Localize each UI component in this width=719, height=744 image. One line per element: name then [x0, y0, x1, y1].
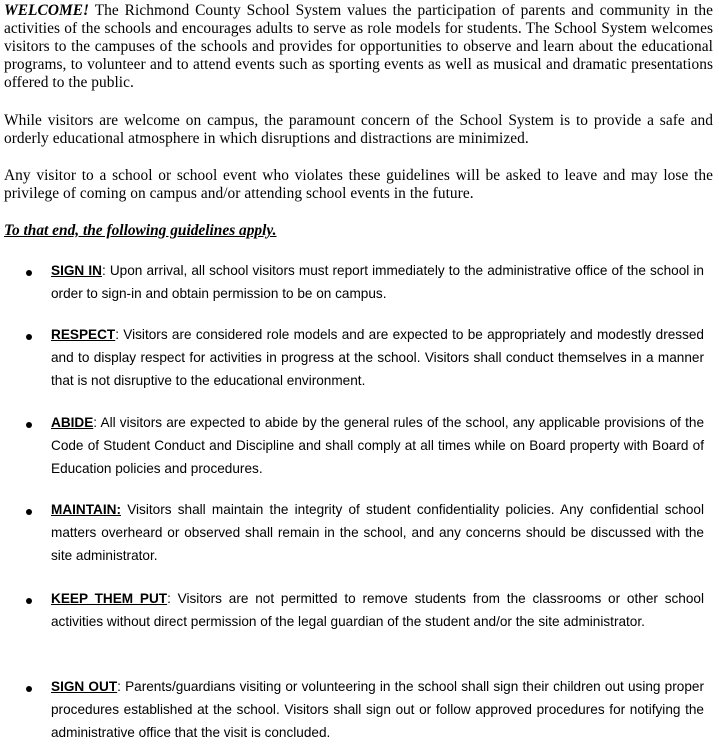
guideline-body: Visitors are not permitted to remove students from the classrooms or other school activities without direct permission of the legal guardian of the student and/or the site administrator. [51, 591, 704, 629]
guideline-body: All visitors are expected to abide by the general rules of the school, any applicable provisions of the Code of Student Conduct and Discipline and shall comply at all times while on Board property with Board of Education policies and procedures. [51, 415, 705, 476]
guideline-text [51, 675, 704, 744]
guideline-separator: : [117, 679, 126, 694]
guideline-text [51, 323, 704, 392]
guideline-separator: : [115, 327, 124, 342]
bullet-icon [26, 598, 32, 604]
guideline-body: Parents/guardians visiting or volunteering in the school shall sign their children out using proper procedures established at the school. Visitors shall sign out or follow approved procedures for notifying the administrative office that the visit is concluded. [51, 679, 704, 740]
bullet-icon [26, 270, 32, 276]
guideline-body: Visitors shall maintain the integrity of student confidentiality policies. Any confidential school matters overheard or observed shall remain in the school, and any concerns should be discussed with the site administrator. [51, 502, 705, 563]
guideline-title: RESPECT [51, 327, 116, 342]
guideline-body: Upon arrival, all school visitors must report immediately to the administrative office of the school in order to sign-in and obtain permission to be on campus. [51, 263, 704, 301]
guideline-text [51, 411, 704, 480]
bullet-icon [26, 686, 32, 692]
bullet-icon [26, 334, 32, 340]
guideline-text [51, 587, 704, 633]
bullet-icon [26, 422, 32, 428]
guideline-title: ABIDE [51, 415, 94, 430]
guideline-title: KEEP THEM PUT [51, 591, 168, 606]
welcome-lead: WELCOME! [4, 2, 90, 19]
guideline-text [51, 259, 704, 305]
welcome-text: The Richmond County School System values the participation of parents and community in the activities of the schools and encourages adults to serve as role models for students. The School System welcomes visitors to the campuses of the schools and provides for opportunities to observe and learn about the educational programs, to volunteer and to attend events such as sporting events as well as musical and dramatic presentations offered to the public. [4, 2, 713, 91]
violations-paragraph: Any visitor to a school or school event who violates these guidelines will be asked to leave and may lose the privilege of coming on campus and/or attending school events in the future. [4, 167, 713, 202]
bullet-icon [26, 509, 32, 515]
guideline-separator: : [167, 591, 178, 606]
guideline-text [51, 498, 704, 567]
welcome-paragraph [0, 2, 719, 92]
guideline-title: SIGN OUT [51, 679, 118, 694]
visitors-welcome-paragraph: While visitors are welcome on campus, the paramount concern of the School System is to provide a safe and orderly educational atmosphere in which disruptions and distractions are minimized. [4, 112, 713, 147]
guideline-title: MAINTAIN: [51, 502, 121, 517]
guideline-body: Visitors are considered role models and are expected to be appropriately and modestly dressed and to display respect for activities in progress at the school. Visitors shall conduct themselves in a manner that is not disruptive to the educational environment. [51, 327, 704, 388]
guideline-title: SIGN IN [51, 263, 102, 278]
guideline-separator: : [101, 263, 110, 278]
guideline-separator: : [93, 415, 101, 430]
guidelines-intro-heading: To that end, the following guidelines apply. [4, 222, 277, 239]
